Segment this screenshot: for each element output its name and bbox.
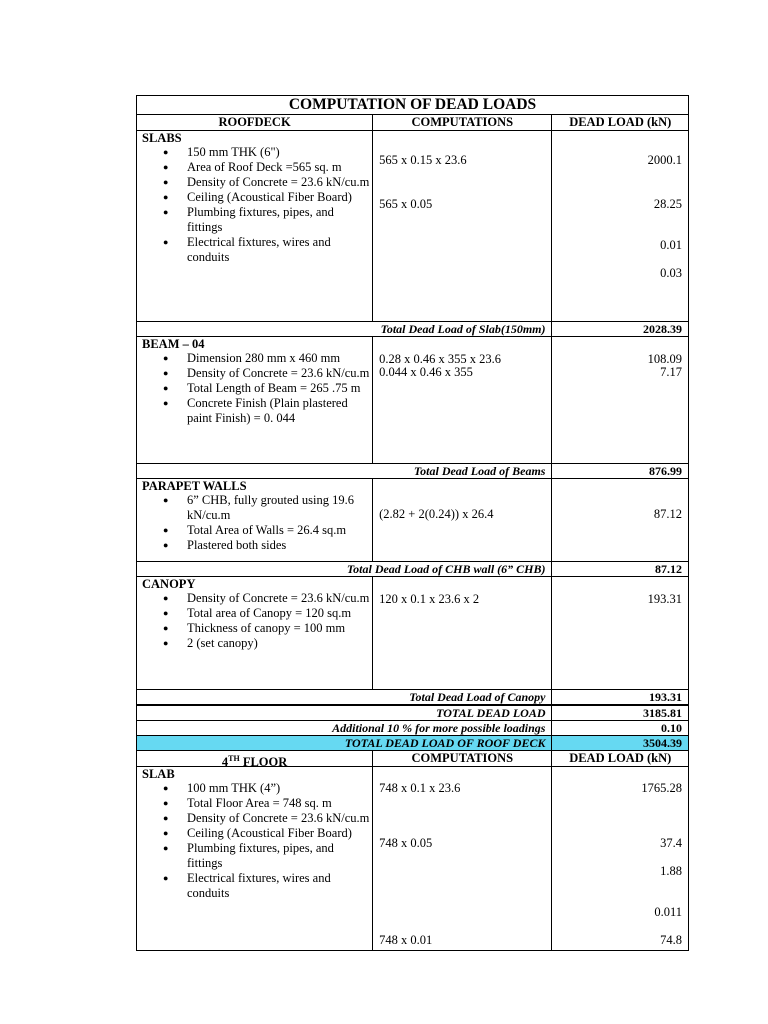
additional-loading-row — [136, 720, 689, 735]
load-value: 0.01 — [660, 238, 682, 252]
canopy-description — [137, 577, 373, 689]
list-item: ● Density of Concrete = 23.6 kN/cu.m — [137, 811, 372, 826]
floor-header-row — [136, 750, 689, 770]
load-value: 87.12 — [653, 507, 682, 521]
computation-text: 748 x 0.05 — [379, 836, 433, 850]
list-item: ● 6” CHB, fully grouted using 19.6 kN/cu.m — [137, 493, 372, 523]
list-item: ● Plumbing fixtures, pipes, and fittings — [137, 205, 372, 235]
list-item: ● Thickness of canopy = 100 mm — [137, 621, 372, 636]
computation-text: 0.044 x 0.46 x 355 — [379, 365, 473, 379]
parapet-computations — [373, 479, 552, 561]
slabs-values — [552, 131, 688, 321]
list-item: ● Area of Roof Deck =565 sq. m — [137, 160, 372, 175]
list-item: ● 150 mm THK (6") — [137, 145, 372, 160]
computations-header: COMPUTATIONS — [373, 115, 552, 130]
roofdeck-header: ROOFDECK — [137, 115, 373, 130]
dead-load-header: DEAD LOAD (kN) — [569, 115, 672, 129]
computation-text: 565 x 0.15 x 23.6 — [379, 153, 467, 167]
list-item: ● Dimension 280 mm x 460 mm — [137, 351, 372, 366]
total-label: Total Dead Load of Beams — [137, 464, 552, 478]
list-item: ● 100 mm THK (4”) — [137, 781, 372, 796]
total-value: 3504.39 — [643, 736, 682, 750]
beam-description — [137, 337, 373, 463]
list-item: ● Density of Concrete = 23.6 kN/cu.m — [137, 591, 372, 606]
list-item: ● Ceiling (Acoustical Fiber Board) — [137, 190, 372, 205]
list-item: ● 2 (set canopy) — [137, 636, 372, 651]
computation-text: 120 x 0.1 x 23.6 x 2 — [379, 592, 480, 606]
floor-slab-description — [137, 767, 373, 950]
total-value: 3185.81 — [643, 706, 682, 720]
list-item: ● Plumbing fixtures, pipes, and fittings — [137, 841, 372, 871]
canopy-computations — [373, 577, 552, 689]
computation-text: 565 x 0.05 — [379, 197, 433, 211]
slabs-section — [136, 130, 689, 321]
floor-slab-section — [136, 766, 689, 951]
slabs-description — [137, 131, 373, 321]
total-value: 193.31 — [649, 690, 682, 704]
load-value: 108.09 — [647, 352, 682, 366]
total-label: TOTAL DEAD LOAD — [137, 706, 552, 720]
section-title: BEAM – 04 — [142, 337, 205, 351]
table-title: COMPUTATION OF DEAD LOADS — [288, 96, 537, 113]
total-label: Total Dead Load of Slab(150mm) — [137, 322, 552, 336]
load-value: 2000.1 — [647, 153, 682, 167]
load-value: 74.8 — [660, 933, 682, 947]
roof-deck-total-row — [136, 735, 689, 750]
list-item: ● Density of Concrete = 23.6 kN/cu.m — [137, 366, 372, 381]
list-item: ● Concrete Finish (Plain plastered paint Finish) = 0. 044 — [137, 396, 372, 426]
canopy-values — [552, 577, 688, 689]
floor-slab-computations — [373, 767, 552, 950]
total-value: 2028.39 — [643, 322, 682, 336]
load-value: 0.011 — [654, 905, 682, 919]
total-dead-load-row — [136, 704, 689, 720]
section-title: PARAPET WALLS — [142, 479, 247, 493]
slabs-total-row — [136, 321, 689, 336]
computation-text: 748 x 0.1 x 23.6 — [379, 781, 461, 795]
parapet-total-row — [136, 561, 689, 576]
roof-header-row — [136, 114, 689, 130]
slabs-computations — [373, 131, 552, 321]
list-item: ● Ceiling (Acoustical Fiber Board) — [137, 826, 372, 841]
canopy-total-row — [136, 689, 689, 704]
section-title: CANOPY — [142, 577, 196, 591]
beam-total-row — [136, 463, 689, 478]
table-title-row — [136, 95, 689, 114]
total-label: TOTAL DEAD LOAD OF ROOF DECK — [137, 736, 552, 750]
floor-number: 4 — [221, 755, 229, 770]
load-value: 37.4 — [660, 836, 682, 850]
dead-load-header: DEAD LOAD (kN) — [569, 751, 672, 765]
computations-header: COMPUTATIONS — [373, 751, 552, 766]
total-label: Total Dead Load of Canopy — [137, 690, 552, 704]
dead-load-table — [136, 95, 689, 951]
total-label: Additional 10 % for more possible loadings — [137, 721, 552, 735]
floor-slab-values — [552, 767, 688, 950]
beam-section — [136, 336, 689, 463]
load-value: 0.03 — [660, 266, 682, 280]
beam-values — [552, 337, 688, 463]
computation-text: (2.82 + 2(0.24)) x 26.4 — [379, 507, 494, 521]
list-item: ● Total Area of Walls = 26.4 sq.m — [137, 523, 372, 538]
list-item: ● Total Length of Beam = 265 .75 m — [137, 381, 372, 396]
section-title: SLABS — [142, 131, 182, 145]
floor-suffix: TH — [228, 754, 240, 763]
total-value: 876.99 — [649, 464, 682, 478]
list-item: ● Total area of Canopy = 120 sq.m — [137, 606, 372, 621]
load-value: 1765.28 — [641, 781, 682, 795]
list-item: ● Density of Concrete = 23.6 kN/cu.m — [137, 175, 372, 190]
beam-computations — [373, 337, 552, 463]
floor-word: FLOOR — [239, 755, 288, 770]
computation-text: 0.28 x 0.46 x 355 x 23.6 — [379, 352, 502, 366]
load-value: 193.31 — [647, 592, 682, 606]
total-value: 0.10 — [661, 721, 682, 735]
parapet-values — [552, 479, 688, 561]
parapet-section — [136, 478, 689, 561]
parapet-description — [137, 479, 373, 561]
list-item: ● Electrical fixtures, wires and conduits — [137, 871, 372, 901]
section-title: SLAB — [142, 767, 175, 781]
load-value: 28.25 — [653, 197, 682, 211]
canopy-section — [136, 576, 689, 689]
total-label: Total Dead Load of CHB wall (6” CHB) — [137, 562, 552, 576]
list-item: ● Total Floor Area = 748 sq. m — [137, 796, 372, 811]
load-value: 7.17 — [660, 365, 682, 379]
total-value: 87.12 — [655, 562, 682, 576]
list-item: ● Plastered both sides — [137, 538, 372, 553]
computation-text: 748 x 0.01 — [379, 933, 433, 947]
load-value: 1.88 — [660, 864, 682, 878]
list-item: ● Electrical fixtures, wires and conduits — [137, 235, 372, 265]
floor-header — [137, 751, 373, 770]
